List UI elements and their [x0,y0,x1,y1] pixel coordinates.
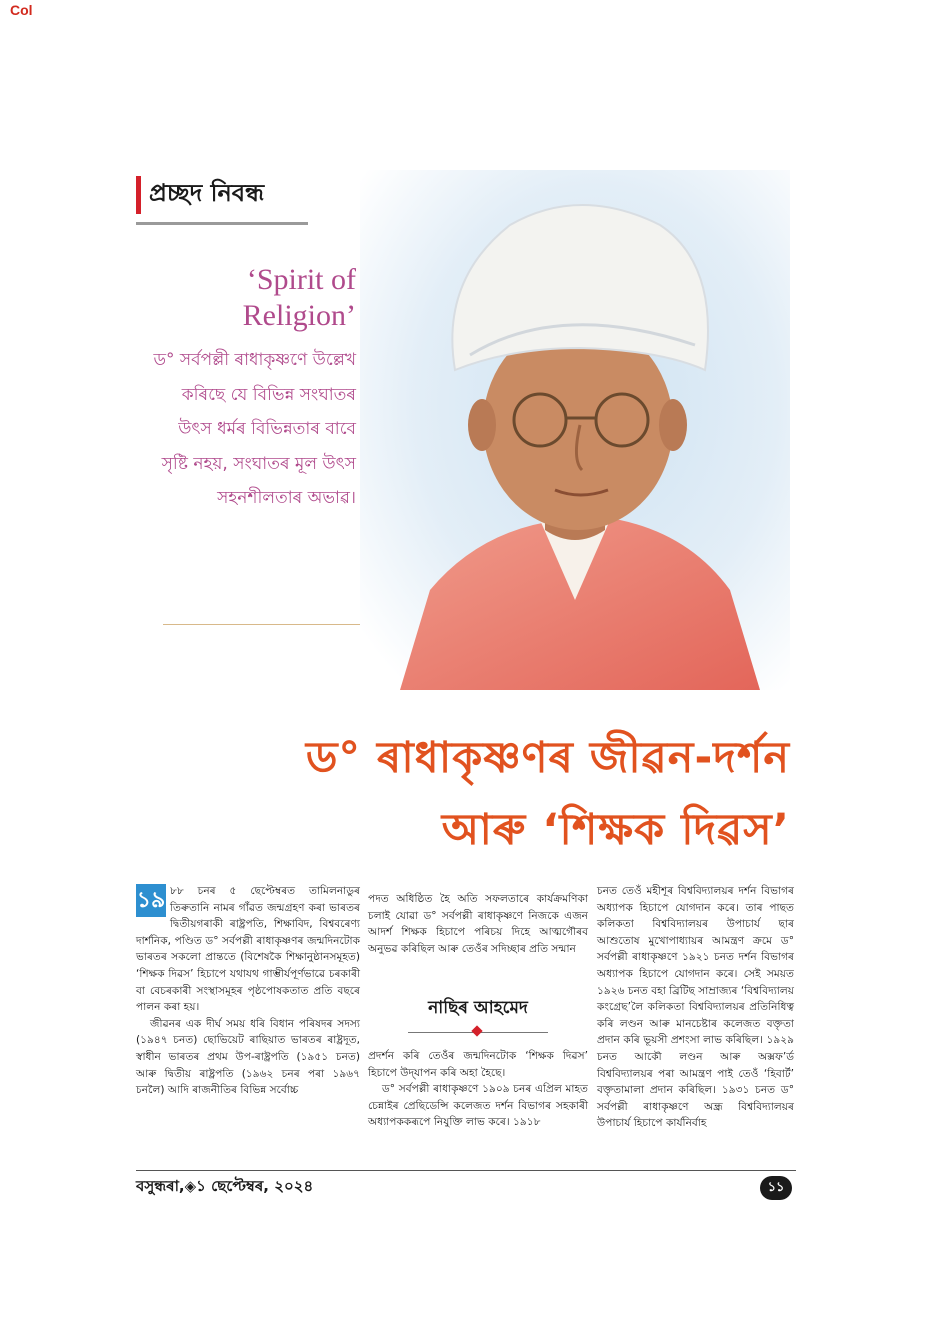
section-label [136,172,308,218]
article-column-1 [136,883,360,1099]
col1-paragraph-1: ৮৮ চনৰ ৫ ছেপ্টেম্বৰত তামিলনাডুৰ তিৰুতানি নামৰ গাঁৱত জন্মগ্ৰহণ কৰা ভাৰতৰ দ্বিতীয়গৰাকী ৰাষ্ট্ৰপতি, শিক্ষাবিদ, বিশ্ববৰেণ্য দাৰ্শনিক, পণ্ডিত ড° সৰ্বপল্লী ৰাধাকৃষ্ণণৰ জন্মদিনটোক ভাৰতৰ সকলো প্ৰান্ততে (বিশেষকৈ শিক্ষানুষ্ঠানসমূহত) ‘শিক্ষক দিৱস’ হিচাপে যথাযথ গাম্ভীৰ্যপূৰ্ণভাৱে চৰকাৰী বা বেচৰকাৰী সংস্থাসমূহৰ পৃষ্ঠপোষকতাত প্ৰতি বছৰে পালন কৰা হয়। [136,885,360,1014]
pull-quote-rule [163,624,363,625]
headline-line-2: আৰু ‘শিক্ষক দিৱস’ [441,805,790,855]
portrait-ear-right [659,399,687,451]
pull-quote-english: ‘Spirit of Religion’ [242,263,356,332]
section-accent-bar [136,176,141,214]
byline-ornament [368,1026,588,1038]
col2-paragraph-top: পদত অধিষ্ঠিত হৈ অতি সফলতাৰে কাৰ্যক্ৰমণিকা চলাই যোৱা ড° সৰ্বপল্লী ৰাধাকৃষ্ণণে নিজকে এজন আদৰ্শ শিক্ষক হিচাপে পৰিচয় দিহে আত্মগৌৰব অনুভৱ কৰিছিল আৰু তেওঁৰ সদিচ্ছাৰ প্ৰতি সন্মান [368,893,588,955]
author-name: নাছিৰ আহমেদ [428,998,528,1018]
section-label-text: প্ৰচ্ছদ নিবন্ধ [149,179,265,207]
article-column-2-bottom [368,1048,588,1131]
portrait-illustration [360,170,790,690]
pull-quote-assamese: ড° সৰ্বপল্লী ৰাধাকৃষ্ণণে উল্লেখ কৰিছে যে বিভিন্ন সংঘাতৰ উৎস ধৰ্মৰ বিভিন্নতাৰ বাবে সৃষ্টি নহয়, সংঘাতৰ মূল উৎস সহনশীলতাৰ অভাৱ। [153,350,356,508]
dropcap: ১৯ [136,884,166,917]
col2-paragraph-2: ড° সৰ্বপল্লী ৰাধাকৃষ্ণণে ১৯০৯ চনৰ এপ্ৰিল মাহত চেন্নাইৰ প্ৰেছিডেন্সি কলেজত দৰ্শন বিভাগৰ সহকাৰী অধ্যাপককৰূপে নিযুক্তি লাভ কৰে। ১৯১৮ [368,1083,588,1129]
footer-publication: বসুন্ধৰা,◈১ ছেপ্টেম্বৰ, ২০২৪ [136,1177,314,1195]
headline-line-1: ড° ৰাধাকৃষ্ণণৰ জীৱন-দৰ্শন [305,733,790,783]
page-number: ১১ [760,1176,792,1200]
corner-label: Col [10,2,33,18]
footer-rule [136,1170,796,1171]
col2-paragraph-1: প্ৰদৰ্শন কৰি তেওঁৰ জন্মদিনটোক ‘শিক্ষক দিৱস’ হিচাপে উদ্‌যাপন কৰি অহা হৈছে। [368,1050,588,1079]
article-column-2-top [368,891,588,957]
byline [368,995,588,1038]
article-column-3 [597,883,794,1132]
col3-paragraph-1: চনত তেওঁ মহীশূৰ বিশ্ববিদ্যালয়ৰ দৰ্শন বিভাগৰ অধ্যাপক হিচাপে যোগদান কৰে। তাৰ পাছত কলিকতা বিশ্ববিদ্যালয়ৰ উপাচাৰ্য ছাৰ আশুতোষ মুখোপাধ্যায়ৰ আমন্ত্ৰণ ক্ৰমে ড° সৰ্বপল্লী ৰাধাকৃষ্ণণে ১৯২১ চনত দৰ্শন বিভাগৰ অধ্যাপক হিচাপে যোগদান কৰে। সেই সময়ত ১৯২৬ চনত বহা ব্ৰিটিছ সাম্ৰাজ্যৰ ‘বিশ্ববিদ্যালয় কংগ্ৰেছ’লৈ কলিকতা বিশ্ববিদ্যালয়ৰ প্ৰতিনিধিত্ব কৰি লণ্ডন আৰু মানচেষ্টাৰ কলেজত বক্তৃতা প্ৰদান কৰি ভূয়সী প্ৰশংসা লাভ কৰিছিল। ১৯২৯ চনত আকৌ লণ্ডন আৰু অক্সফ’ৰ্ড বিশ্ববিদ্যালয়ৰ পৰা আমন্ত্ৰণ পাই তেওঁ ‘হিবাৰ্ট’ বক্তৃতামালা প্ৰদান কৰিছিল। ১৯৩১ চনত ড° সৰ্বপল্লী ৰাধাকৃষ্ণণে অন্ধ্ৰ বিশ্ববিদ্যালয়ৰ উপাচাৰ্য হিচাপে কাৰ্যনিৰ্বাহ [597,885,794,1130]
portrait-ear-left [468,399,496,451]
section-underline [136,222,308,225]
col1-paragraph-2: জীৱনৰ এক দীৰ্ঘ সময় ধৰি বিধান পৰিষদৰ সদস্য (১৯৪৭ চনত) ছোভিয়েট ৰাছিয়াত ভাৰতৰ ৰাষ্ট্ৰদূত, স্বাধীন ভাৰতৰ প্ৰথম উপ-ৰাষ্ট্ৰপতি (১৯৫১ চনত) আৰু দ্বিতীয় ৰাষ্ট্ৰপতি (১৯৬২ চনৰ পৰা ১৯৬৭ চনলৈ) আদি ৰাজনীতিৰ বিভিন্ন সৰ্বোচ্চ [136,1017,360,1097]
